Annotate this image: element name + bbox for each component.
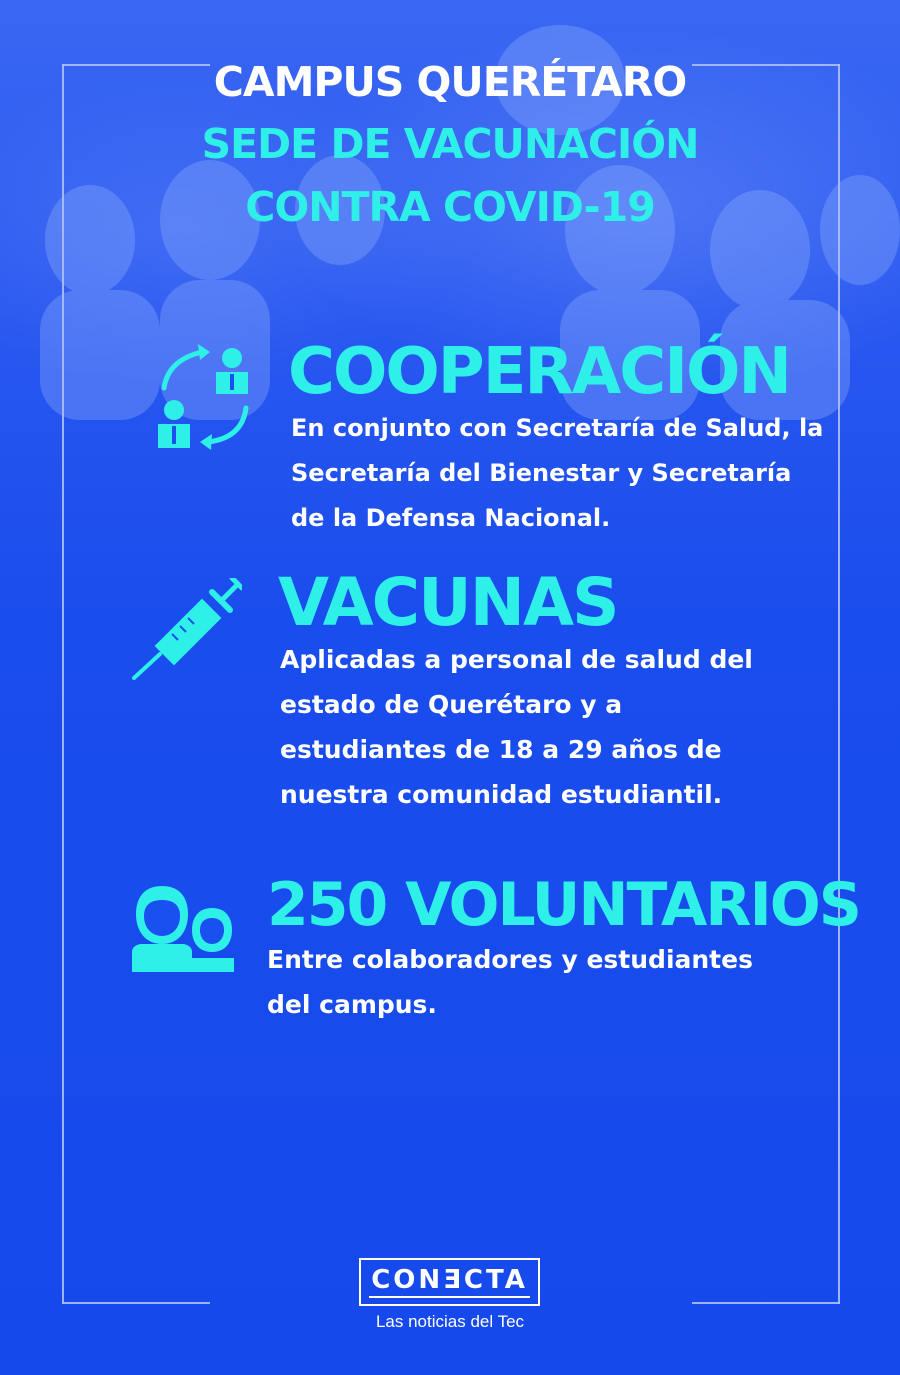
logo-text: CONƎCTA: [371, 1265, 528, 1295]
cooperation-line: Secretaría del Bienestar y Secretaría: [291, 459, 792, 487]
header-subtitle-1: SEDE DE VACUNACIÓN: [201, 120, 699, 168]
cooperation-line: de la Defensa Nacional.: [291, 504, 611, 532]
vaccines-line: estudiantes de 18 a 29 años de: [280, 735, 722, 764]
volunteers-icon: [132, 886, 236, 972]
cooperation-line: En conjunto con Secretaría de Salud, la: [291, 414, 824, 442]
cooperation-description: [291, 406, 851, 541]
cooperation-heading: COOPERACIÓN: [288, 335, 790, 409]
frame-bottom-right: [692, 1302, 840, 1304]
volunteers-line: Entre colaboradores y estudiantes: [267, 945, 753, 974]
vaccines-heading: VACUNAS: [278, 564, 618, 641]
logo-underline: [369, 1296, 530, 1298]
vaccines-line: estado de Querétaro y a: [280, 690, 623, 719]
cooperation-cycle-icon: [150, 342, 260, 452]
vaccines-description: [280, 637, 840, 817]
header-subtitle-2: CONTRA COVID-19: [245, 183, 655, 231]
volunteers-description: [267, 937, 827, 1027]
vaccines-line: Aplicadas a personal de salud del: [280, 645, 753, 674]
frame-bottom-left: [62, 1302, 210, 1304]
volunteers-heading: 250 VOLUNTARIOS: [267, 870, 860, 940]
syringe-icon: [132, 578, 242, 682]
frame-left: [62, 64, 64, 1304]
vaccines-line: nuestra comunidad estudiantil.: [280, 780, 723, 809]
header-title: CAMPUS QUERÉTARO: [213, 58, 687, 106]
logo-tagline: Las noticias del Tec: [375, 1312, 525, 1331]
volunteers-line: del campus.: [267, 990, 437, 1019]
conecta-logo: [359, 1258, 540, 1306]
